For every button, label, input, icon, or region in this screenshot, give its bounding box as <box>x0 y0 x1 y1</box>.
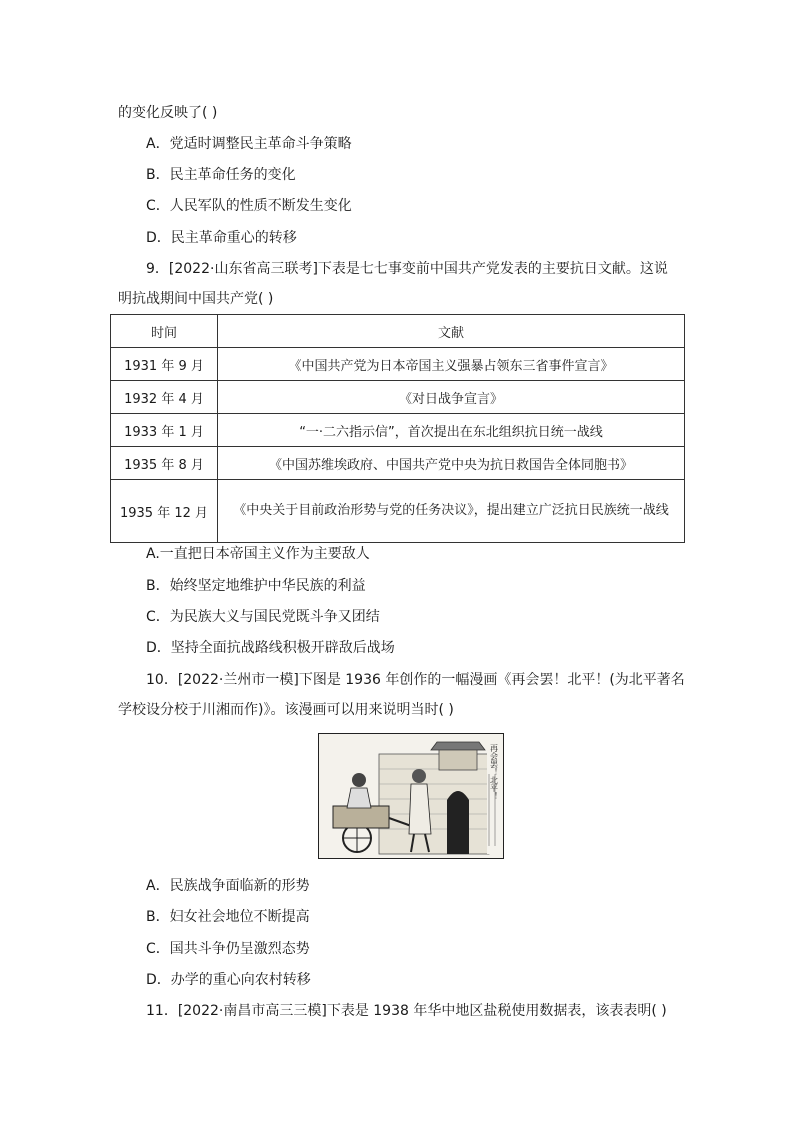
table-cell-time: 1935 年 12 月 <box>111 480 218 543</box>
q8-option-d: D．民主革命重心的转移 <box>146 230 297 246</box>
table-header-document: 文献 <box>218 315 685 348</box>
q8-stem-tail: 的变化反映了( ) <box>118 105 218 121</box>
table-header-time: 时间 <box>111 315 218 348</box>
table-cell-time: 1931 年 9 月 <box>111 348 218 381</box>
q9-option-d: D．坚持全面抗战路线积极开辟敌后战场 <box>146 640 395 656</box>
table-header-row <box>111 315 685 348</box>
q8-option-a: A．党适时调整民主革命斗争策略 <box>146 136 352 152</box>
q9-option-c: C．为民族大义与国民党既斗争又团结 <box>146 609 380 625</box>
table-cell-document: “一·二六指示信”，首次提出在东北组织抗日统一战线 <box>218 414 685 447</box>
q8-option-b: B．民主革命任务的变化 <box>146 167 296 183</box>
cartoon-caption: 再会罢！北平！ <box>489 744 499 800</box>
q10-option-c: C．国共斗争仍呈激烈态势 <box>146 941 310 957</box>
q9-stem-line2: 明抗战期间中国共产党( ) <box>118 291 274 307</box>
q9-option-a: A.一直把日本帝国主义作为主要敌人 <box>146 546 370 562</box>
cartoon-illustration <box>318 733 504 859</box>
table-cell-time: 1932 年 4 月 <box>111 381 218 414</box>
q10-stem-line2: 学校设分校于川湘而作)》。该漫画可以用来说明当时( ) <box>118 702 454 718</box>
cartoon-drawing <box>319 734 503 858</box>
q10-option-b: B．妇女社会地位不断提高 <box>146 909 310 925</box>
documents-table <box>110 314 685 543</box>
table-row <box>111 447 685 480</box>
q9-option-b: B．始终坚定地维护中华民族的利益 <box>146 578 366 594</box>
table-cell-document: 《中国共产党为日本帝国主义强暴占领东三省事件宣言》 <box>218 348 685 381</box>
q10-stem-line1: 10．[2022·兰州市一模]下图是 1936 年创作的一幅漫画《再会罢！北平！(为北平著名 <box>146 672 685 688</box>
q10-option-a: A．民族战争面临新的形势 <box>146 878 310 894</box>
table-cell-time: 1935 年 8 月 <box>111 447 218 480</box>
table-row <box>111 381 685 414</box>
q8-option-c: C．人民军队的性质不断发生变化 <box>146 198 352 214</box>
table-row <box>111 414 685 447</box>
q9-stem-line1: 9．[2022·山东省高三联考]下表是七七事变前中国共产党发表的主要抗日文献。这说 <box>146 261 668 277</box>
table-cell-time: 1933 年 1 月 <box>111 414 218 447</box>
q11-stem-line1: 11．[2022·南昌市高三三模]下表是 1938 年华中地区盐税使用数据表，该表表明( ) <box>146 1003 667 1019</box>
table-row <box>111 348 685 381</box>
table-cell-document: 《中央关于目前政治形势与党的任务决议》，提出建立广泛抗日民族统一战线 <box>218 480 685 543</box>
table-cell-document: 《中国苏维埃政府、中国共产党中央为抗日救国告全体同胞书》 <box>218 447 685 480</box>
table-cell-document: 《对日战争宣言》 <box>218 381 685 414</box>
q10-option-d: D．办学的重心向农村转移 <box>146 972 311 988</box>
table-row <box>111 480 685 543</box>
